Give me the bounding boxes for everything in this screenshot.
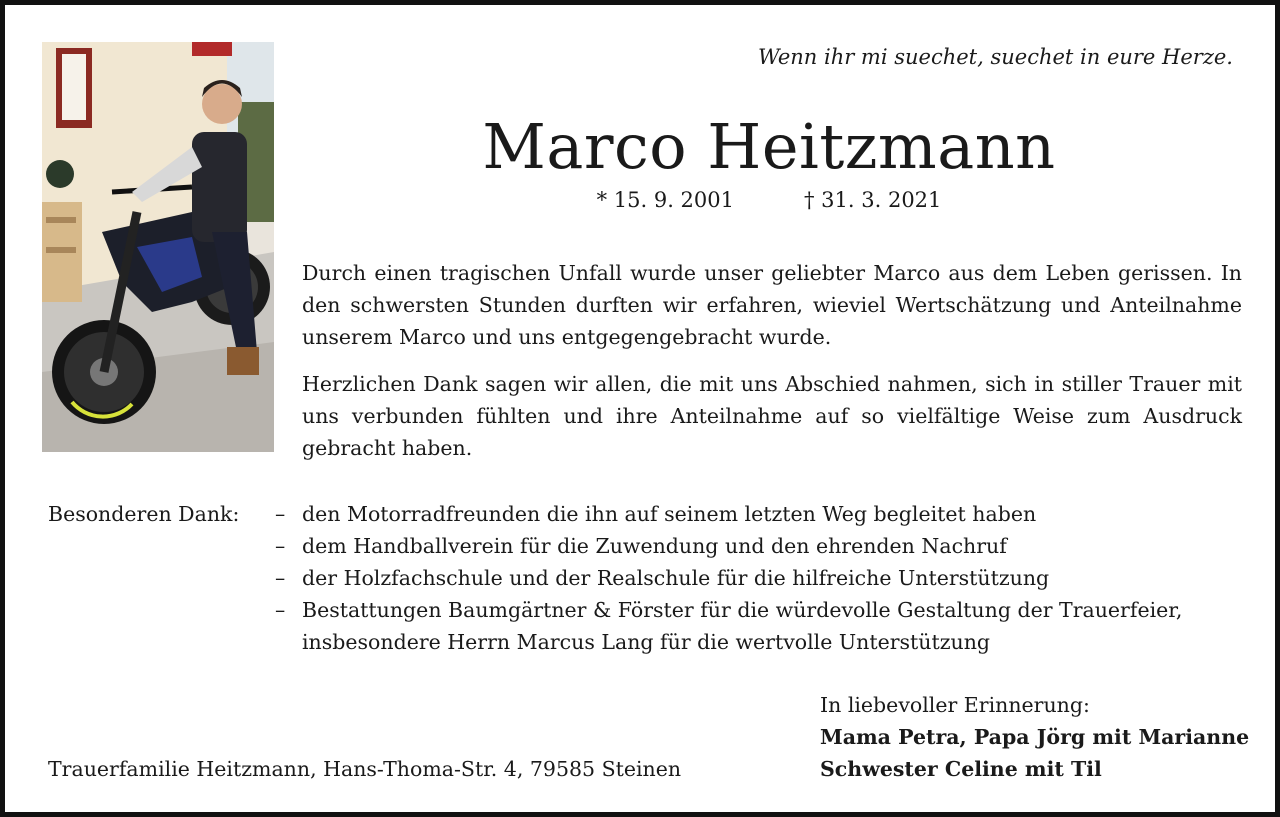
family-names-line2: Schwester Celine mit Til: [820, 757, 1102, 781]
family-address: Trauerfamilie Heitzmann, Hans-Thoma-Str. 4, 79585 Steinen: [48, 757, 682, 781]
list-item: [275, 594, 1235, 658]
portrait-photo: [42, 42, 274, 452]
family-signature: [820, 689, 1249, 785]
family-names-line1: Mama Petra, Papa Jörg mit Marianne: [820, 725, 1250, 749]
special-thanks-label: Besonderen Dank:: [48, 502, 240, 526]
list-item-text-continued: insbesondere Herrn Marcus Lang für die wertvolle Unterstützung: [302, 630, 991, 654]
dash-bullet: –: [275, 534, 286, 558]
list-item-text: Bestattungen Baumgärtner & Förster für die würdevolle Gestaltung der Trauerfeier,: [302, 598, 1183, 622]
special-thanks-list: [275, 498, 1235, 658]
list-item: [275, 498, 1235, 530]
deceased-name: Marco Heitzmann: [482, 110, 1056, 183]
dash-bullet: –: [275, 566, 286, 590]
list-item-text: dem Handballverein für die Zuwendung und den ehrenden Nachruf: [302, 534, 1007, 558]
list-item-text: der Holzfachschule und der Realschule für die hilfreiche Unterstützung: [302, 566, 1050, 590]
thanks-paragraph: Herzlichen Dank sagen wir allen, die mit uns Abschied nahmen, sich in stiller Trauer mit uns verbunden fühlten und ihre Anteilnahme auf so vielfältige Weise zum Ausdruck gebracht haben.: [302, 372, 1242, 460]
birth-date: * 15. 9. 2001: [596, 188, 734, 212]
list-item-text: den Motorradfreunden die ihn auf seinem letzten Weg begleitet haben: [302, 502, 1037, 526]
motorcycle-photo-icon: [42, 42, 274, 452]
list-item: [275, 530, 1235, 562]
life-dates: [305, 188, 1233, 212]
intro-paragraph: Durch einen tragischen Unfall wurde unser geliebter Marco aus dem Leben gerissen. In den schwersten Stunden durften wir erfahren, wieviel Wertschätzung und Anteilnahme unserem Marco und uns entgegengebracht wurde.: [302, 261, 1242, 349]
dash-bullet: –: [275, 502, 286, 526]
list-item: [275, 562, 1235, 594]
death-date: † 31. 3. 2021: [804, 188, 942, 212]
motto-quote: Wenn ihr mi suechet, suechet in eure Herze.: [757, 45, 1233, 69]
memory-intro: In liebevoller Erinnerung:: [820, 693, 1090, 717]
dash-bullet: –: [275, 598, 286, 622]
